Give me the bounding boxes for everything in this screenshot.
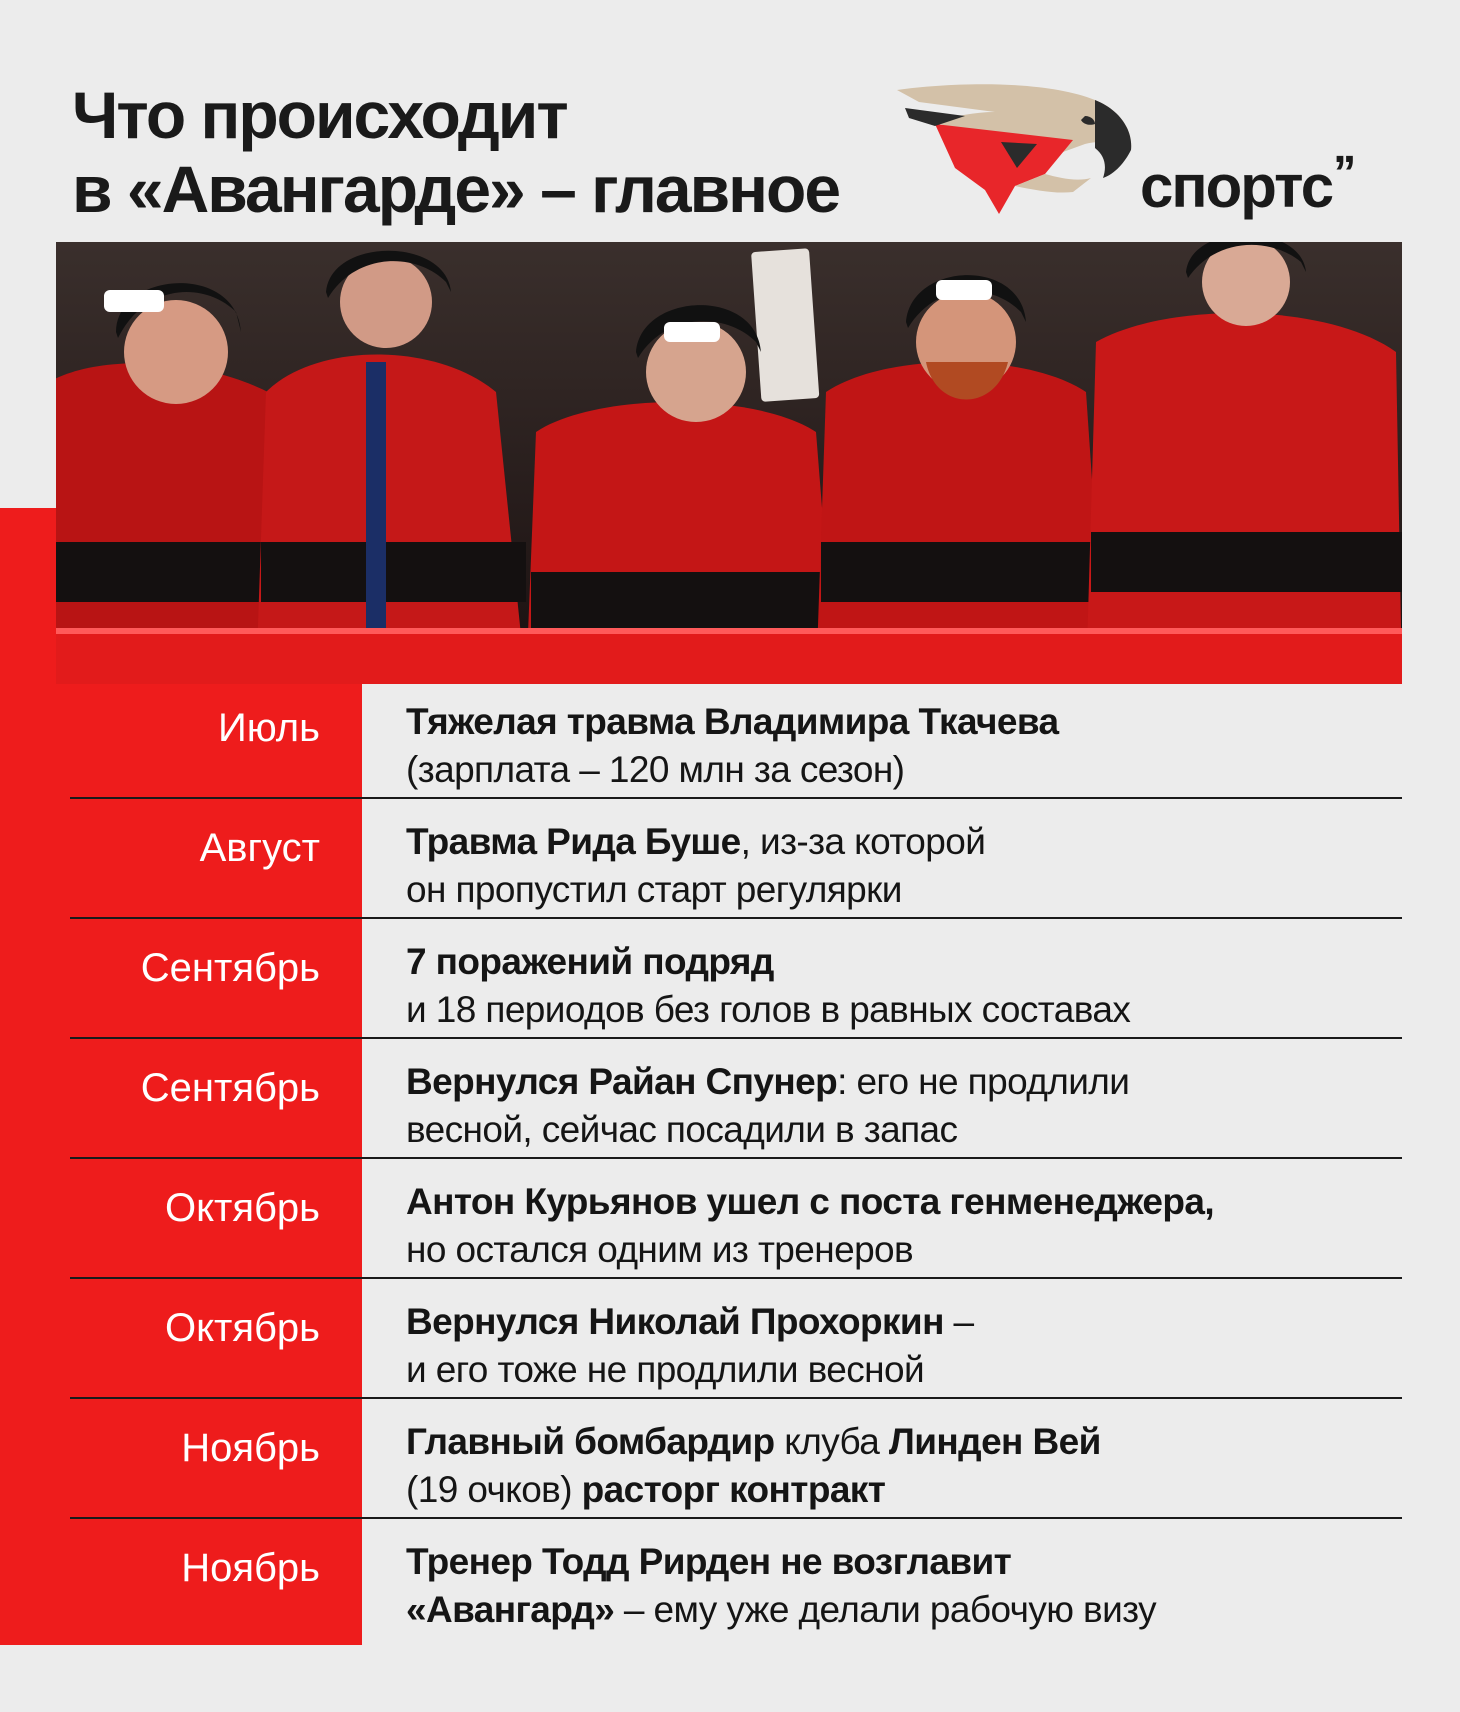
brand-quote-mark: ’’ [1333, 147, 1355, 200]
event-highlight: Травма Рида Буше [406, 821, 741, 862]
event-text-line2: и его тоже не продлили весной [406, 1349, 925, 1390]
row-divider [70, 917, 1402, 919]
event-month: Октябрь [164, 1186, 320, 1230]
event-row-4 [0, 1044, 1460, 1164]
event-text-part: – ему уже делали рабочую визу [614, 1589, 1157, 1630]
event-month: Октябрь [164, 1306, 320, 1350]
event-row-5 [0, 1164, 1460, 1284]
event-text [406, 698, 1416, 794]
page-title [72, 78, 839, 226]
event-highlight: Тренер Тодд Рирден не возглавит [406, 1541, 1012, 1582]
row-divider [70, 1037, 1402, 1039]
row-divider [70, 1517, 1402, 1519]
team-bench-photo [56, 242, 1402, 684]
event-text [406, 1538, 1416, 1634]
event-highlight: Тяжелая травма Владимира Ткачева [406, 701, 1059, 742]
event-highlight: Вернулся Райан Спунер [406, 1061, 838, 1102]
team-bench-illustration [56, 242, 1402, 684]
event-text [406, 1178, 1416, 1274]
event-text [406, 938, 1416, 1034]
event-highlight: Главный бомбардир [406, 1421, 775, 1462]
event-text-line2: весной, сейчас посадили в запас [406, 1109, 958, 1150]
title-line-1: Что происходит [72, 78, 567, 152]
event-text-line2: и 18 периодов без голов в равных составах [406, 989, 1131, 1030]
event-month: Август [199, 826, 320, 870]
event-text-line2: (зарплата – 120 млн за сезон) [406, 749, 905, 790]
event-text-part: : его не продлили [837, 1061, 1130, 1102]
event-highlight: Вернулся Николай Прохоркин [406, 1301, 944, 1342]
event-highlight: Антон Курьянов ушел с поста генменеджера, [406, 1181, 1215, 1222]
event-text-part: клуба [774, 1421, 889, 1462]
row-divider [70, 1397, 1402, 1399]
event-highlight: расторг контракт [581, 1469, 886, 1510]
event-text-part: (19 очков) [406, 1469, 582, 1510]
event-text-line2: он пропустил старт регулярки [406, 869, 902, 910]
event-text-line2: но остался одним из тренеров [406, 1229, 914, 1270]
sports-brand-wordmark [1140, 147, 1355, 221]
row-divider [70, 797, 1402, 799]
event-row-6 [0, 1284, 1460, 1404]
row-divider [70, 1157, 1402, 1159]
event-month: Ноябрь [181, 1426, 320, 1470]
event-row-8 [0, 1524, 1460, 1644]
event-month: Ноябрь [181, 1546, 320, 1590]
event-text-part: – [943, 1301, 974, 1342]
event-highlight: 7 поражений подряд [406, 941, 774, 982]
event-text [406, 818, 1416, 914]
event-text-part: , из-за которой [740, 821, 986, 862]
event-highlight: «Авангард» [406, 1589, 615, 1630]
event-row-1 [0, 684, 1460, 804]
hawk-logo-icon [895, 82, 1135, 217]
event-row-3 [0, 924, 1460, 1044]
event-month: Сентябрь [140, 946, 320, 990]
event-row-2 [0, 804, 1460, 924]
event-month: Июль [217, 706, 320, 750]
row-divider [70, 1277, 1402, 1279]
brand-text: спортс [1140, 153, 1333, 220]
event-text [406, 1058, 1416, 1154]
event-text [406, 1418, 1416, 1514]
event-highlight: Линден Вей [888, 1421, 1101, 1462]
event-month: Сентябрь [140, 1066, 320, 1110]
event-row-7 [0, 1404, 1460, 1524]
event-text [406, 1298, 1416, 1394]
title-line-2: в «Авангарде» – главное [72, 152, 840, 226]
